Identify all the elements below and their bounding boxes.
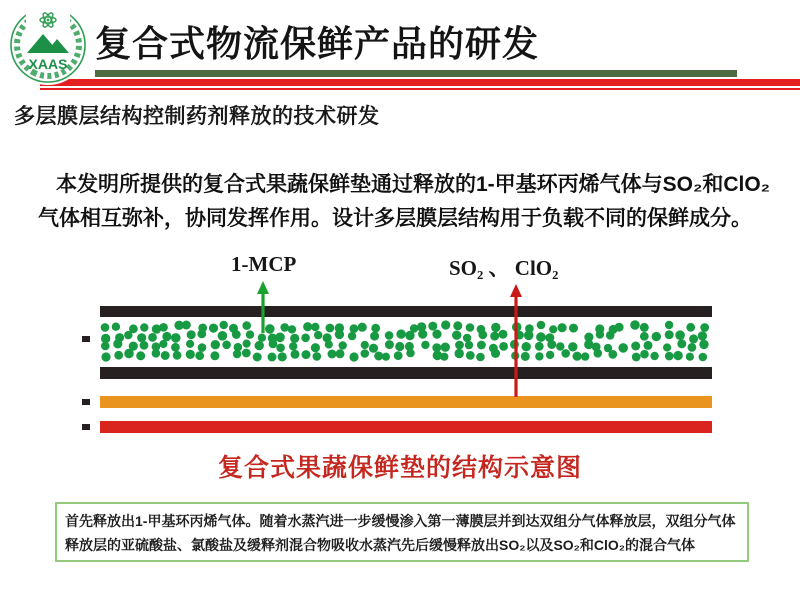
diagram-caption: 复合式果蔬保鲜垫的结构示意图 [217, 454, 582, 482]
title-rule-red-thin [40, 88, 800, 90]
body-paragraph [38, 168, 771, 236]
footer-note-line-2: 释放层的亚硫酸盐、氯酸盐及缓释剂混合物吸收水蒸汽先后缓慢释放出SO₂以及SO₂和ClO₂的混合气体 [65, 537, 696, 553]
label-1mcp: 1-MCP [231, 252, 297, 276]
label-so2-clo2: SO₂ 、 ClO₂ [449, 256, 559, 280]
layer-tick-1 [82, 336, 90, 342]
green-dots-pattern [100, 320, 712, 362]
page-title: 复合式物流保鲜产品的研发 [95, 23, 540, 64]
footer-note-line-1: 首先释放出1-甲基环丙烯气体。随着水蒸汽进一步缓慢渗入第一薄膜层并到达双组分气体释放层，双组分气体 [65, 513, 736, 529]
logo-text: XAAS [28, 56, 68, 72]
layer-film-middle [100, 367, 712, 379]
green-up-arrow-icon [256, 281, 270, 333]
layer-tick-2 [82, 399, 90, 405]
body-line-2: 气体相互弥补，协同发挥作用。设计多层膜层结构用于负载不同的保鲜成分。 [38, 207, 752, 230]
section-heading: 多层膜层结构控制药剂释放的技术研发 [14, 105, 380, 128]
body-line-1: 本发明所提供的复合式果蔬保鲜垫通过释放的1-甲基环丙烯气体与SO₂和ClO₂ [56, 173, 771, 196]
footer-note-box [55, 502, 749, 562]
title-rule-red [40, 79, 800, 86]
layer-tick-3 [82, 424, 90, 430]
xaas-logo-icon [6, 3, 90, 87]
layer-orange [100, 396, 712, 408]
red-up-arrow-icon [509, 284, 523, 397]
title-rule-green [95, 70, 737, 77]
layer-film-top [100, 306, 712, 317]
layer-red [100, 421, 712, 433]
layer-mcp-release [100, 320, 712, 362]
